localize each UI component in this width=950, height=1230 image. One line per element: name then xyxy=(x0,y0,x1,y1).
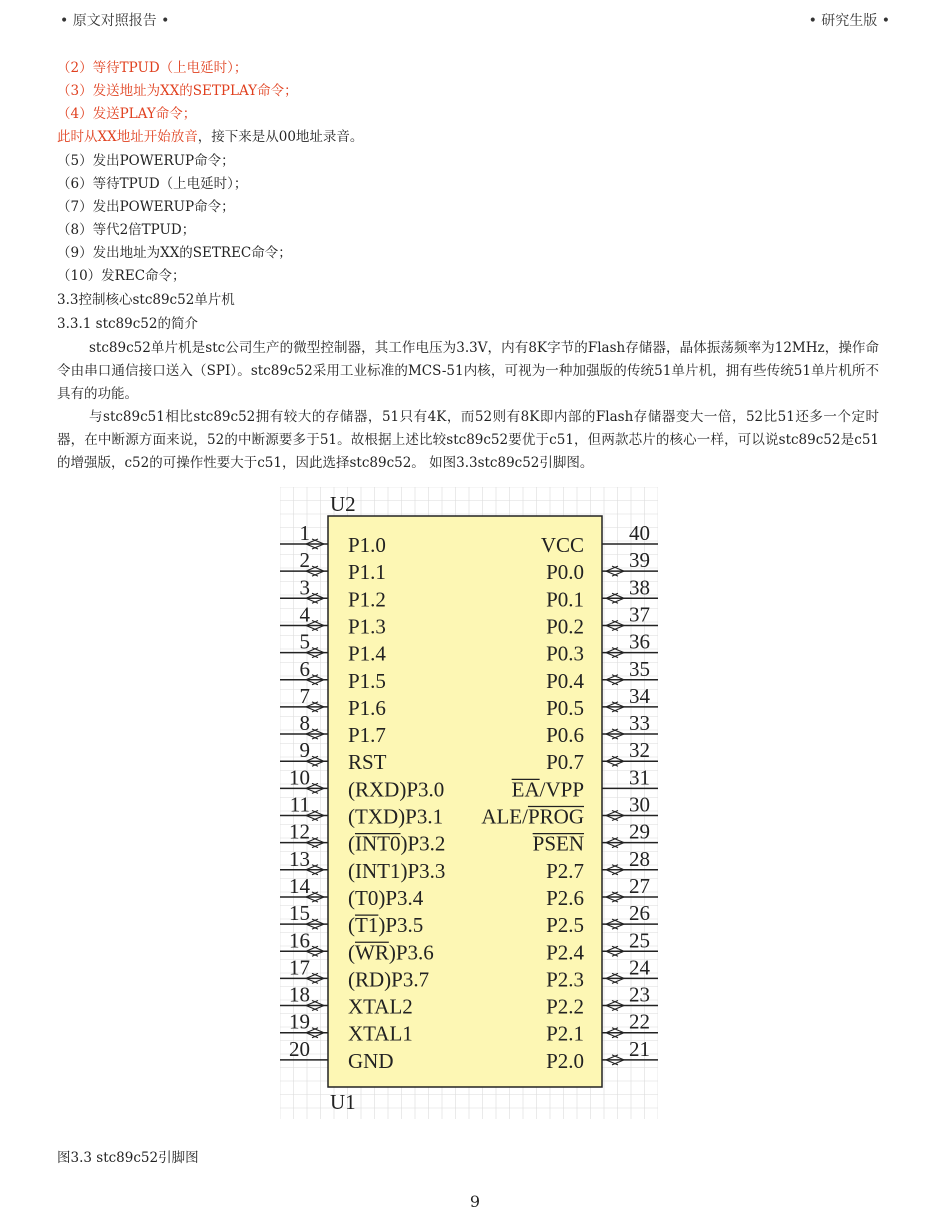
pin-number: 14 xyxy=(289,873,310,898)
step-6: （6）等待TPUD（上电延时）； xyxy=(57,176,248,192)
pin-number: 13 xyxy=(289,846,310,871)
pin-number: 33 xyxy=(629,711,650,736)
pin-number: 38 xyxy=(629,575,650,600)
pin-name: P2.2 xyxy=(546,994,584,1019)
pin-number: 20 xyxy=(289,1036,310,1061)
pin-number: 8 xyxy=(299,711,310,736)
pin-name: P1.7 xyxy=(348,723,386,748)
pin-number: 29 xyxy=(629,819,650,844)
pin-number: 7 xyxy=(299,683,310,708)
pin-number: 27 xyxy=(629,873,650,898)
pin-number: 6 xyxy=(299,656,310,681)
pin-number: 17 xyxy=(289,955,310,980)
pin-number: 34 xyxy=(629,683,650,708)
pin-name: P2.3 xyxy=(546,967,584,992)
pin-number: 21 xyxy=(629,1036,650,1061)
pin-name: P2.0 xyxy=(546,1048,584,1073)
step-3: （3）发送地址为XX的SETPLAY命令； xyxy=(57,83,298,99)
pin-name: P1.2 xyxy=(348,587,386,612)
pin-number: 35 xyxy=(629,656,650,681)
pin-name: P2.5 xyxy=(546,913,584,938)
pin-name: ALE/PROG xyxy=(481,804,584,829)
pin-name: (INT0)P3.2 xyxy=(348,831,446,856)
pin-name: P0.1 xyxy=(546,587,584,612)
pinout-figure xyxy=(280,487,658,1119)
step-8: （8）等代2倍TPUD； xyxy=(57,222,196,238)
pin-name: P2.7 xyxy=(546,858,584,883)
pin-number: 3 xyxy=(299,575,310,600)
pin-number: 26 xyxy=(629,901,650,926)
pin-name: P1.3 xyxy=(348,614,386,639)
pin-name: P0.4 xyxy=(546,668,584,693)
pin-number: 25 xyxy=(629,928,650,953)
page-number: 9 xyxy=(469,1192,481,1211)
pin-name: XTAL2 xyxy=(348,994,413,1019)
pin-name: PSEN xyxy=(532,831,584,856)
step-2: （2）等待TPUD（上电延时）； xyxy=(57,60,248,76)
pin-name: P0.6 xyxy=(546,723,584,748)
pin-name: (INT1)P3.3 xyxy=(348,858,446,883)
step-10: （10）发REC命令； xyxy=(57,268,186,284)
pin-number: 36 xyxy=(629,629,650,654)
pin-name: P1.4 xyxy=(348,641,386,666)
step-7: （7）发出POWERUP命令； xyxy=(57,199,235,215)
pin-number: 12 xyxy=(289,819,310,844)
pin-name: P0.5 xyxy=(546,695,584,720)
pin-name: P1.1 xyxy=(348,560,386,585)
pin-number: 22 xyxy=(629,1009,650,1034)
pin-number: 11 xyxy=(289,792,310,817)
chip-label-bottom: U1 xyxy=(330,1090,356,1114)
pin-name: P1.0 xyxy=(348,533,386,557)
chip-label-top: U2 xyxy=(330,492,356,516)
pin-name: (T0)P3.4 xyxy=(348,885,424,910)
note-line xyxy=(57,127,363,147)
pin-number: 4 xyxy=(299,602,310,627)
pin-number: 10 xyxy=(289,765,310,790)
paragraph-intro: stc89c52单片机是stc公司生产的微型控制器，其工作电压为3.3V，内有8K字节的Flash存储器，晶体振荡频率为12MHz，操作命令由串口通信接口送入（SPI）。stc89c52采用工业标准的MCS-51内核，可视为一种加强版的传统51单片机，拥有些传统51单片机所不具有的功能。 xyxy=(57,340,879,402)
pin-number: 39 xyxy=(629,548,650,573)
pin-number: 32 xyxy=(629,738,650,763)
subsection-heading: 3.3.1 stc89c52的简介 xyxy=(57,316,198,332)
section-heading: 3.3控制核心stc89c52单片机 xyxy=(57,292,235,308)
pin-name: P2.4 xyxy=(546,940,584,965)
pin-name: XTAL1 xyxy=(348,1021,413,1046)
pin-name: VCC xyxy=(540,533,584,557)
step-4: （4）发送PLAY命令； xyxy=(57,106,197,122)
running-header-right: • 研究生版 • xyxy=(808,13,890,29)
pin-number: 15 xyxy=(289,901,310,926)
pin-name: EA/VPP xyxy=(511,777,584,802)
step-5: （5）发出POWERUP命令； xyxy=(57,153,235,169)
paragraph-compare: 与stc89c51相比stc89c52拥有较大的存储器，51只有4K，而52则有8K即内部的Flash存储器变大一倍，52比51还多一个定时器，在中断源方面来说，52的中断源要多于51。故根据上述比较stc89c52要优于c51，但两款芯片的核心一样，可以说stc89c52是c51的增强版，c52的可操作性要大于c51，因此选择stc89c52。 如图3.3stc89c52引脚图。 xyxy=(57,409,879,471)
pin-name: RST xyxy=(348,750,387,775)
pin-number: 9 xyxy=(299,738,310,763)
pin-name: (TXD)P3.1 xyxy=(348,804,444,829)
running-header-left: • 原文对照报告 • xyxy=(60,13,170,29)
pin-name: (WR)P3.6 xyxy=(348,940,434,965)
pin-name: P2.1 xyxy=(546,1021,584,1046)
pin-name: (RD)P3.7 xyxy=(348,967,430,992)
pin-number: 5 xyxy=(299,629,310,654)
pin-name: P0.7 xyxy=(546,750,584,775)
note-rest: ，接下来是从00地址录音。 xyxy=(197,129,364,145)
pin-number: 37 xyxy=(629,602,650,627)
pin-name: P1.6 xyxy=(348,695,386,720)
pin-number: 18 xyxy=(289,982,310,1007)
step-9: （9）发出地址为XX的SETREC命令； xyxy=(57,245,292,261)
note-highlight: 此时从XX地址开始放音 xyxy=(57,129,198,145)
pin-number: 19 xyxy=(289,1009,310,1034)
pin-number: 31 xyxy=(629,765,650,790)
pin-number: 24 xyxy=(629,955,650,980)
pin-number: 2 xyxy=(299,548,310,573)
pin-number: 23 xyxy=(629,982,650,1007)
pin-number: 30 xyxy=(629,792,650,817)
pin-name: P0.3 xyxy=(546,641,584,666)
figure-caption: 图3.3 stc89c52引脚图 xyxy=(57,1150,199,1166)
pin-name: (RXD)P3.0 xyxy=(348,777,445,802)
pin-number: 28 xyxy=(629,846,650,871)
pin-name: P1.5 xyxy=(348,668,386,693)
pin-name: P2.6 xyxy=(546,885,584,910)
pin-number: 40 xyxy=(629,521,650,545)
pin-number: 1 xyxy=(299,521,310,545)
pin-name: GND xyxy=(348,1048,394,1073)
pin-name: P0.0 xyxy=(546,560,584,585)
pin-name: P0.2 xyxy=(546,614,584,639)
pin-number: 16 xyxy=(289,928,310,953)
pin-name: (T1)P3.5 xyxy=(348,913,424,938)
